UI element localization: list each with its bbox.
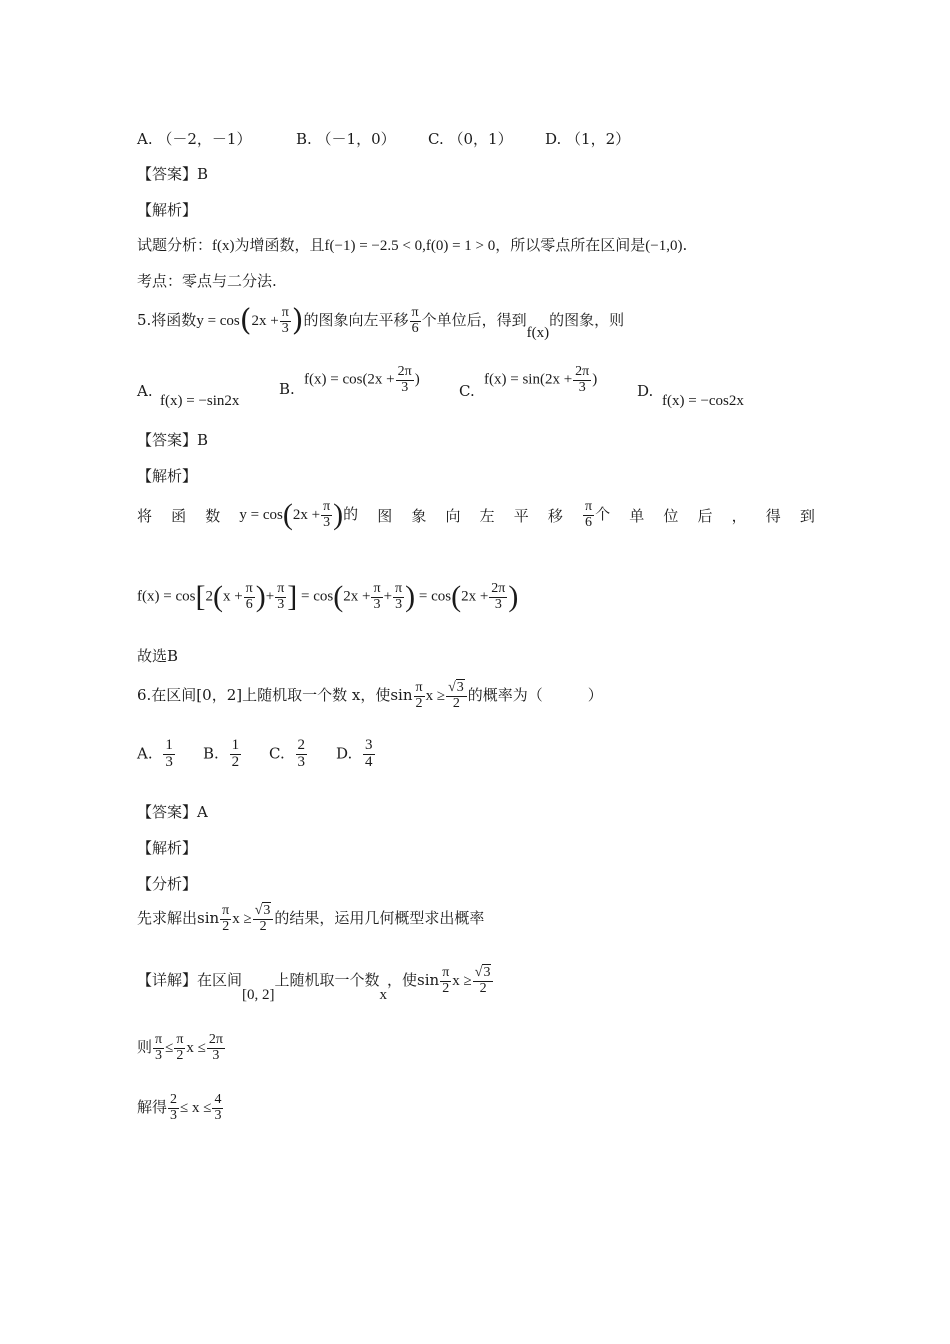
option-label: A. <box>137 744 153 763</box>
denominator: 3 <box>170 1107 178 1123</box>
numerator: 2π <box>491 581 506 596</box>
option-fraction <box>363 738 375 771</box>
sol-char: 位 <box>663 506 679 525</box>
q4-analysis-mid1: 为增函数，且 <box>234 236 325 254</box>
numerator: 3 <box>365 737 373 753</box>
fraction-pi-2 <box>440 966 451 996</box>
numerator: 2π <box>575 364 590 379</box>
sol-char: 后 <box>697 506 713 525</box>
q5-option-a-label: A. <box>137 382 153 400</box>
q5-fx: f(x) <box>526 325 550 342</box>
fraction-pi-3 <box>393 582 404 612</box>
sol-char: 得 <box>765 506 781 525</box>
option-label: B. <box>203 744 219 763</box>
left-paren: ( <box>451 580 462 614</box>
numerator: 1 <box>231 737 240 753</box>
q5-conclusion: 故选B <box>137 647 179 665</box>
jiede: 解得 <box>137 1098 168 1117</box>
numerator <box>253 904 274 919</box>
q6-fenxi-heading: 【分析】 <box>137 875 198 893</box>
q6-option-c <box>269 738 308 771</box>
fraction-pi-3 <box>371 582 382 612</box>
q5-option-b <box>304 365 420 395</box>
denominator: 2 <box>440 981 451 997</box>
fraction-2pi-3 <box>207 1033 225 1063</box>
sol-char: ， <box>731 506 747 525</box>
denominator: 3 <box>371 597 382 613</box>
denominator: 3 <box>280 321 291 337</box>
q5-func-y: y = cos <box>196 313 240 330</box>
denominator: 2 <box>231 753 240 770</box>
q4-option-b: B. （－1，0） <box>296 130 396 148</box>
two-x: 2x + <box>343 588 371 605</box>
sol-char: 函 <box>171 506 187 525</box>
q5-option-a: f(x) = −sin2x <box>160 393 240 409</box>
q6-stem-prefix: 6.在区间[0，2]上随机取一个数 x，使sin <box>137 686 413 705</box>
left-paren: ( <box>333 580 344 614</box>
sol-char: 向 <box>445 506 461 525</box>
option-fraction <box>230 738 242 771</box>
numerator <box>473 966 494 981</box>
fraction-pi-3 <box>275 582 286 612</box>
denominator: 3 <box>321 515 332 531</box>
func-y: y = cos <box>239 506 283 523</box>
fraction-pi-6 <box>410 306 421 336</box>
var-x: x <box>379 987 388 1004</box>
q4-condition: f(−1) = −2.5 < 0,f(0) = 1 > 0 <box>324 238 496 254</box>
denominator: 3 <box>396 380 414 396</box>
plus: + <box>265 588 275 605</box>
fenxi-end: 的结果，运用几何概型求出概率 <box>274 909 485 928</box>
sol-fx-cos: f(x) = cos <box>137 588 196 605</box>
equals: = <box>301 588 310 605</box>
q6-fenxi-text <box>137 904 484 934</box>
fraction-pi-6 <box>244 582 255 612</box>
numerator: π <box>277 581 285 596</box>
x-ge: x ≥ <box>452 973 472 990</box>
fraction-pi-2 <box>220 904 231 934</box>
q6-option-d <box>336 738 376 771</box>
right-bracket: ] <box>287 580 298 614</box>
sol-char: 的 <box>343 506 359 523</box>
fraction-2pi-3 <box>573 365 591 395</box>
left-paren: ( <box>212 580 223 614</box>
numerator: 1 <box>165 737 173 753</box>
sqrt-icon: √3 <box>448 680 464 695</box>
denominator: 2 <box>473 981 494 997</box>
q5-option-d-label: D. <box>637 382 654 400</box>
q5-option-c-label: C. <box>459 382 475 400</box>
fraction-pi-6 <box>583 500 594 530</box>
fenxi-prefix: 先求解出sin <box>137 909 220 928</box>
q5-solution-line1 <box>137 500 815 530</box>
fraction-pi-2 <box>414 681 425 711</box>
right-paren: ) <box>405 580 416 614</box>
q6-option-b <box>203 738 242 771</box>
q4-analysis-prefix: 试题分析： <box>137 236 213 254</box>
denominator: 6 <box>583 515 594 531</box>
fraction-4-3 <box>212 1093 223 1123</box>
fraction-2pi-3 <box>396 365 414 395</box>
sol-shift <box>582 500 610 530</box>
denominator: 2 <box>220 919 231 935</box>
q5-option-b-text: f(x) = cos(2x + <box>304 371 395 388</box>
denominator: 3 <box>275 597 286 613</box>
left-paren: ( <box>282 498 293 532</box>
denominator: 6 <box>244 597 255 613</box>
numerator: 2π <box>397 364 412 379</box>
sol-char: 左 <box>479 506 495 525</box>
denominator: 3 <box>297 753 305 770</box>
numerator: π <box>395 581 403 596</box>
right-paren: ) <box>508 580 519 614</box>
q4-analysis-end: . <box>682 236 688 254</box>
q5-analysis-heading: 【解析】 <box>137 467 198 485</box>
sol-char: 平 <box>513 506 529 525</box>
denominator: 3 <box>214 1107 222 1123</box>
numerator: 4 <box>214 1092 222 1107</box>
q4-analysis-heading: 【解析】 <box>137 201 198 219</box>
le: ≤ <box>165 1040 174 1057</box>
xiangjie-prefix: 【详解】在区间 <box>137 971 243 990</box>
q6-analysis-heading: 【解析】 <box>137 839 198 857</box>
sol-char: 将 <box>137 506 153 525</box>
xiangjie-mid2: ，使sin <box>387 971 440 990</box>
xiangjie-mid: 上随机取一个数 <box>274 971 380 990</box>
denominator: 2 <box>414 696 425 712</box>
denominator: 3 <box>153 1048 164 1064</box>
numerator: π <box>222 903 230 918</box>
q5-option-d: f(x) = −cos2x <box>662 393 744 409</box>
equals: = <box>418 588 428 605</box>
fraction-2pi-3 <box>489 582 507 612</box>
q6-stem-end: 的概率为（ ） <box>467 686 603 705</box>
sqrt-icon: √3 <box>474 965 491 980</box>
radicand: 3 <box>456 680 464 695</box>
q4-answer: 【答案】B <box>137 165 209 183</box>
close-paren: ) <box>592 371 598 388</box>
sol-func <box>239 500 358 530</box>
q6-xiangjie-text <box>137 965 494 1004</box>
q4-kaodian: 考点：零点与二分法. <box>137 272 277 290</box>
q6-answer: 【答案】A <box>137 803 208 821</box>
fraction-sqrt3-2 <box>446 681 467 711</box>
q6-stem <box>137 681 603 711</box>
option-label: D. <box>336 744 353 763</box>
x-ge: x ≥ <box>425 688 446 705</box>
numerator <box>446 681 467 696</box>
radicand: 3 <box>263 903 271 918</box>
fraction-sqrt3-2 <box>473 966 494 996</box>
option-fraction <box>163 738 175 771</box>
q5-stem-prefix: 5.将函数 <box>137 311 197 330</box>
denominator: 3 <box>165 753 173 770</box>
sol-char: 到 <box>799 506 815 525</box>
fraction-pi-2 <box>174 1033 185 1063</box>
fraction-sqrt3-2 <box>253 904 274 934</box>
q4-option-a: A. （－2，－1） <box>137 130 252 148</box>
sol-char: 数 <box>205 506 221 525</box>
q4-analysis-text <box>137 234 687 255</box>
radicand: 3 <box>483 965 491 980</box>
numerator: 2π <box>208 1032 223 1047</box>
numerator: π <box>323 499 331 514</box>
two-x: 2x + <box>292 506 321 523</box>
two: 2 <box>205 588 213 605</box>
q6-ze-line <box>137 1033 226 1063</box>
denominator: 3 <box>393 597 404 613</box>
sol-char: 移 <box>547 506 563 525</box>
sol-char: 个 <box>595 505 611 524</box>
two-x: 2x + <box>461 588 489 605</box>
sol-char: 象 <box>411 506 427 525</box>
denominator: 4 <box>365 753 373 770</box>
q5-stem <box>137 303 625 342</box>
numerator: π <box>281 305 289 320</box>
q5-answer: 【答案】B <box>137 431 209 449</box>
q4-fx: f(x) <box>212 238 235 254</box>
numerator: π <box>373 581 381 596</box>
left-bracket: [ <box>195 580 206 614</box>
numerator: π <box>155 1032 163 1047</box>
fraction-pi-3 <box>321 500 332 530</box>
left-paren: ( <box>239 303 252 339</box>
q5-stem-end: 的图象，则 <box>549 311 625 330</box>
denominator: 2 <box>446 696 467 712</box>
right-paren: ) <box>291 303 304 339</box>
q4-analysis-mid2: ，所以零点所在区间是 <box>495 236 646 254</box>
q4-option-d: D. （1，2） <box>545 130 631 148</box>
numerator: π <box>176 1032 184 1047</box>
numerator: π <box>411 305 419 320</box>
q4-interval: (−1,0) <box>645 238 683 254</box>
interval: [0, 2] <box>242 987 275 1004</box>
denominator: 6 <box>410 321 421 337</box>
q6-option-a <box>137 738 176 771</box>
numerator: π <box>245 581 253 596</box>
numerator: π <box>415 680 423 695</box>
fraction-pi-3 <box>153 1033 164 1063</box>
q5-option-c <box>484 365 597 395</box>
option-label: C. <box>269 744 285 763</box>
numerator: 2 <box>297 737 305 753</box>
q5-stem-mid2: 个单位后，得到 <box>421 311 527 330</box>
q5-option-c-text: f(x) = sin(2x + <box>484 371 573 388</box>
q5-solution-line2: f(x) = cos[2(x + $\frac{\pi}{6}$ )+ $\frac{\pi}{3}$ ] = cos(2x + $\frac{\pi}{3}$ + $\frac{\pi}{3}$ ) = cos(2x + $\frac{2\pi}{3}$ ) <box>137 580 519 614</box>
right-paren: ) <box>255 580 266 614</box>
q5-option-b-label: B. <box>279 380 295 398</box>
fraction-2-3 <box>168 1093 179 1123</box>
denominator: 2 <box>174 1048 185 1064</box>
sqrt-icon: √3 <box>254 903 271 918</box>
denominator: 3 <box>207 1048 225 1064</box>
q4-option-c: C. （0，1） <box>428 130 513 148</box>
x-le: x ≤ <box>186 1040 206 1057</box>
close-paren: ) <box>414 371 420 388</box>
ze: 则 <box>137 1038 153 1057</box>
q6-jiede-line <box>137 1093 224 1123</box>
right-paren: ) <box>333 498 344 532</box>
q5-two-x: 2x + <box>251 313 279 330</box>
numerator: π <box>585 499 593 514</box>
sol-char: 单 <box>629 506 645 525</box>
denominator: 3 <box>573 380 591 396</box>
x-ge: x ≥ <box>232 911 252 928</box>
numerator: 2 <box>170 1092 178 1107</box>
fraction-pi-3 <box>280 306 291 336</box>
q5-stem-mid: 的图象向左平移 <box>303 311 409 330</box>
numerator: π <box>442 965 450 980</box>
option-fraction <box>296 738 308 771</box>
x-plus: x + <box>222 588 243 605</box>
sol-char: 图 <box>377 506 393 525</box>
denominator: 3 <box>489 597 507 613</box>
le-x-le: ≤ x ≤ <box>180 1100 212 1117</box>
plus: + <box>383 588 393 605</box>
denominator: 2 <box>253 919 274 935</box>
